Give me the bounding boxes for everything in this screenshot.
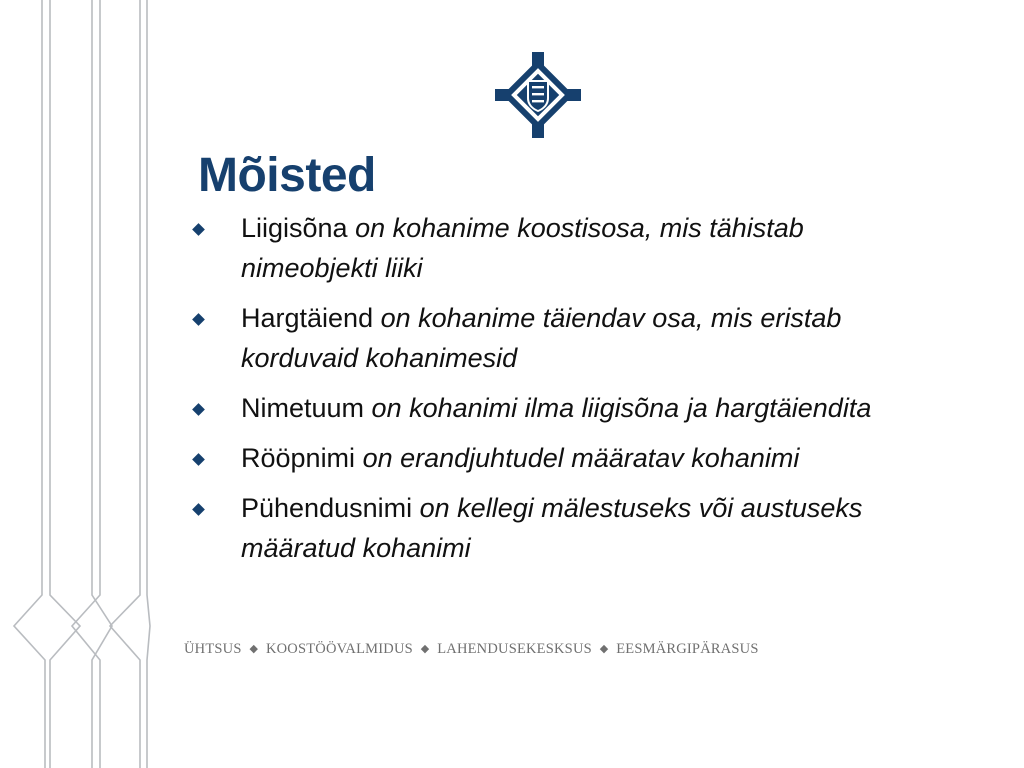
- list-item: [188, 388, 908, 428]
- value-3: LAHENDUSEKESKSUS: [437, 641, 592, 657]
- coat-of-arms-emblem-icon: [493, 50, 583, 140]
- term: Pühendusnimi: [241, 493, 413, 523]
- definition: on kohanime koostisosa, mis tähistab nimeobjekti liiki: [241, 213, 804, 283]
- separator: ◆: [599, 643, 609, 655]
- slide-title: Mõisted: [198, 149, 376, 202]
- diamond-bullet-icon: [192, 223, 205, 236]
- value-1: ÜHTSUS: [184, 641, 242, 657]
- value-2: KOOSTÖÖVALMIDUS: [265, 641, 413, 657]
- definition: on kellegi mälestuseks või austuseks määratud kohanimi: [241, 493, 863, 563]
- values-footer: [184, 641, 759, 658]
- list-item: [188, 438, 908, 478]
- value-4: EESMÄRGIPÄRASUS: [616, 641, 759, 657]
- definition: on erandjuhtudel määratav kohanimi: [362, 443, 800, 473]
- diamond-bullet-icon: [192, 453, 205, 466]
- definition: on kohanimi ilma liigisõna ja hargtäiendita: [371, 393, 872, 423]
- list-item: [188, 298, 908, 378]
- term: Rööpnimi: [241, 443, 356, 473]
- term: Nimetuum: [241, 393, 365, 423]
- decorative-line-pattern: [0, 0, 160, 768]
- separator: ◆: [249, 643, 259, 655]
- diamond-bullet-icon: [192, 503, 205, 516]
- definitions-list: [188, 208, 908, 578]
- term: Hargtäiend: [241, 303, 374, 333]
- separator: ◆: [420, 643, 430, 655]
- diamond-bullet-icon: [192, 403, 205, 416]
- list-item: [188, 488, 908, 568]
- list-item: [188, 208, 908, 288]
- diamond-bullet-icon: [192, 313, 205, 326]
- definition: on kohanime täiendav osa, mis eristab korduvaid kohanimesid: [241, 303, 842, 373]
- term: Liigisõna: [241, 213, 348, 243]
